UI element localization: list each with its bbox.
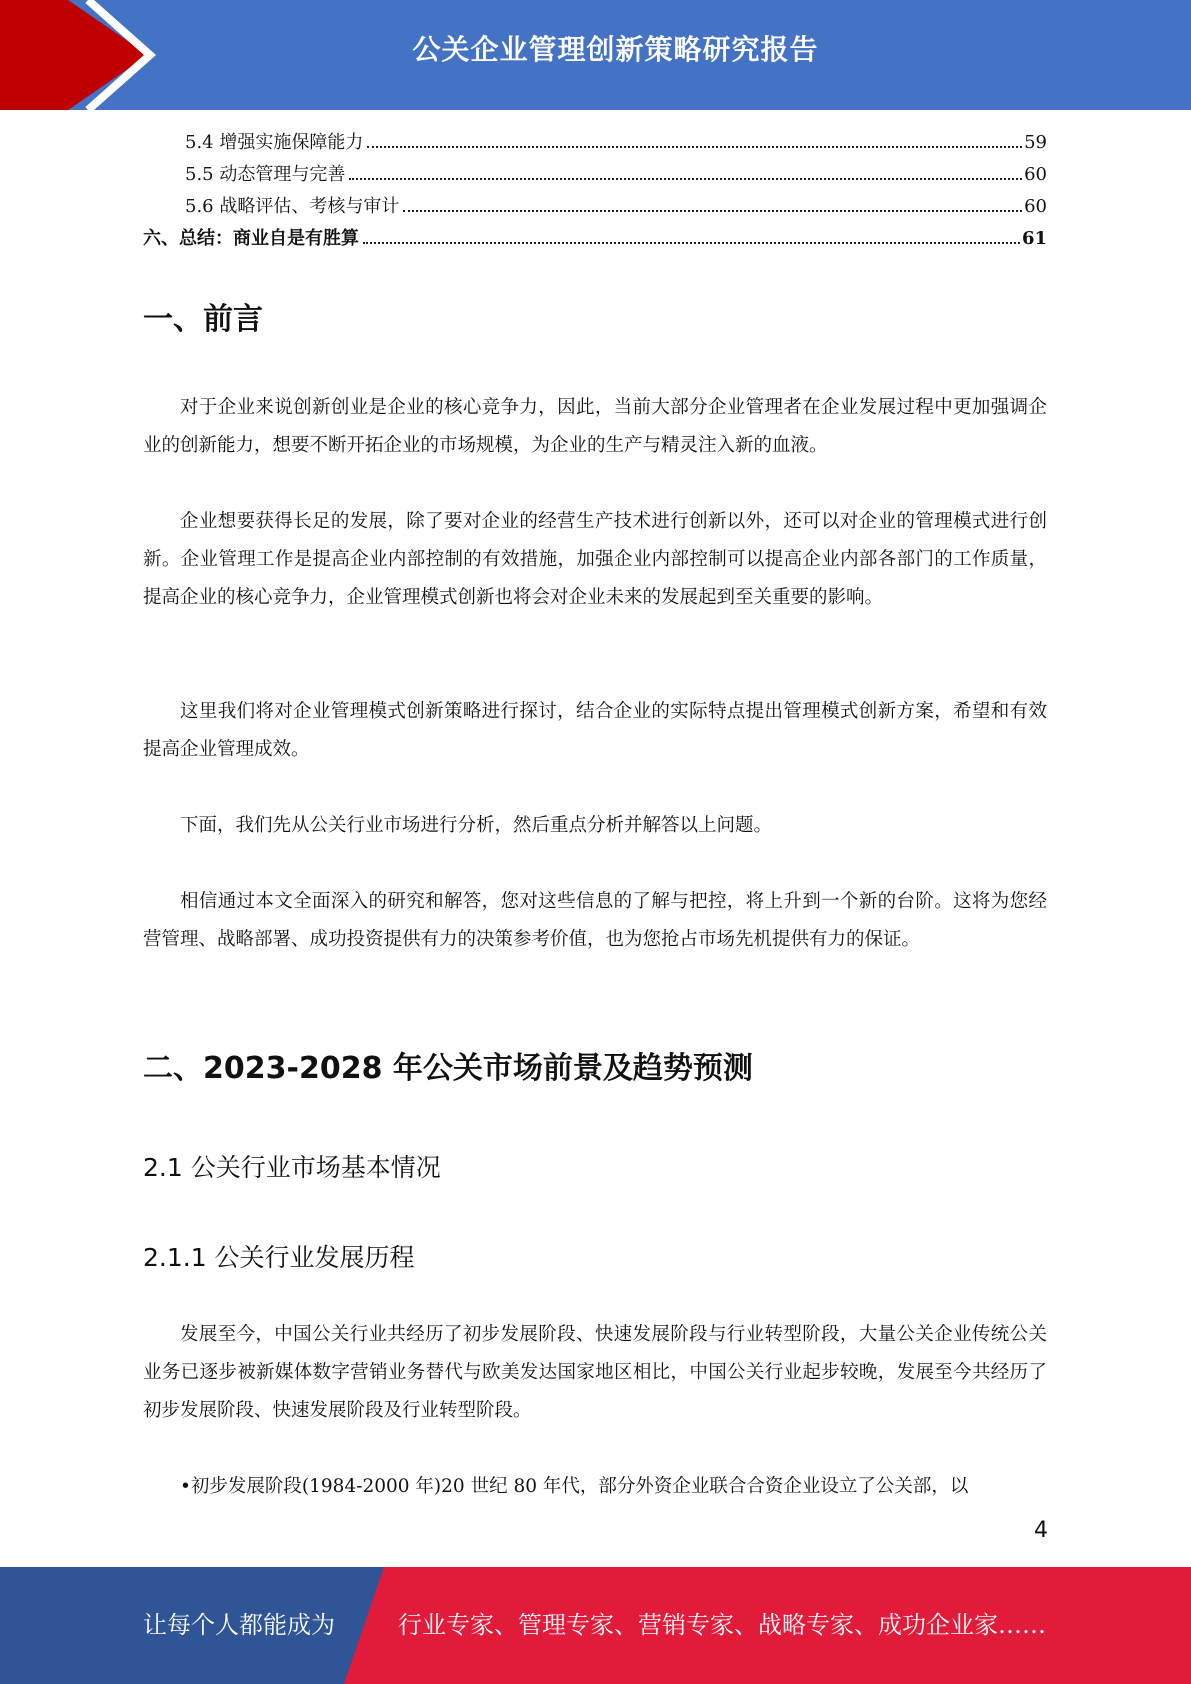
toc-leader-dots — [349, 178, 1022, 180]
footer-slogan-right: 行业专家、管理专家、营销专家、战略专家、成功企业家…… — [398, 1611, 1046, 1639]
paragraph: 对于企业来说创新创业是企业的核心竞争力，因此，当前大部分企业管理者在企业发展过程中更加强调企业的创新能力，想要不断开拓企业的市场规模，为企业的生产与精灵注入新的血液。 — [143, 397, 1047, 456]
toc-leader-dots — [367, 146, 1022, 148]
subsection-heading-market-basics: 2.1 公关行业市场基本情况 — [143, 1153, 441, 1182]
toc-entry-label: 5.4 增强实施保障能力 — [185, 132, 364, 153]
toc-entry-label: 5.5 动态管理与完善 — [185, 164, 346, 185]
subsection-heading-industry-history: 2.1.1 公关行业发展历程 — [143, 1243, 415, 1272]
toc-entry-page: 61 — [1021, 228, 1047, 249]
report-title: 公关企业管理创新策略研究报告 — [412, 33, 819, 66]
paragraph: •初步发展阶段(1984-2000 年)20 世纪 80 年代，部分外资企业联合合资企业设立了公关部，以 — [180, 1476, 969, 1497]
toc-leader-dots — [363, 242, 1020, 244]
toc-entry[interactable] — [143, 128, 1047, 160]
toc-entry-label: 5.6 战略评估、考核与审计 — [185, 196, 400, 217]
paragraph: 相信通过本文全面深入的研究和解答，您对这些信息的了解与把控，将上升到一个新的台阶。这将为您经营管理、战略部署、成功投资提供有力的决策参考价值，也为您抢占市场先机提供有力的保证。 — [143, 891, 1047, 950]
toc-entry-page: 60 — [1024, 164, 1047, 185]
toc-leader-dots — [403, 210, 1022, 212]
paragraph: 企业想要获得长足的发展，除了要对企业的经营生产技术进行创新以外，还可以对企业的管理模式进行创新。企业管理工作是提高企业内部控制的有效措施，加强企业内部控制可以提高企业内部各部门的工作质量，提高企业的核心竞争力，企业管理模式创新也将会对企业未来的发展起到至关重要的影响。 — [143, 511, 1047, 608]
toc-entry[interactable] — [143, 160, 1047, 192]
toc-entry-page: 59 — [1024, 132, 1047, 153]
section-heading-market-forecast: 二、2023-2028 年公关市场前景及趋势预测 — [143, 1051, 753, 1086]
toc-entry-label: 六、总结：商业自是有胜算 — [143, 228, 359, 249]
paragraph: 下面，我们先从公关行业市场进行分析，然后重点分析并解答以上问题。 — [180, 815, 773, 836]
page-footer — [0, 1567, 1191, 1684]
page-header — [0, 0, 1191, 110]
toc-entry-page: 60 — [1024, 196, 1047, 217]
toc-entry[interactable] — [143, 224, 1047, 256]
paragraph: 这里我们将对企业管理模式创新策略进行探讨，结合企业的实际特点提出管理模式创新方案，希望和有效提高企业管理成效。 — [143, 701, 1047, 760]
section-heading-preface: 一、前言 — [143, 302, 263, 337]
footer-slogan-left: 让每个人都能成为 — [143, 1611, 335, 1639]
page-number: 4 — [1034, 1518, 1048, 1543]
paragraph: 发展至今，中国公关行业共经历了初步发展阶段、快速发展阶段与行业转型阶段，大量公关企业传统公关业务已逐步被新媒体数字营销业务替代与欧美发达国家地区相比，中国公关行业起步较晚，发展至今共经历了初步发展阶段、快速发展阶段及行业转型阶段。 — [143, 1324, 1047, 1421]
toc-entry[interactable] — [143, 192, 1047, 224]
table-of-contents — [143, 128, 1047, 256]
